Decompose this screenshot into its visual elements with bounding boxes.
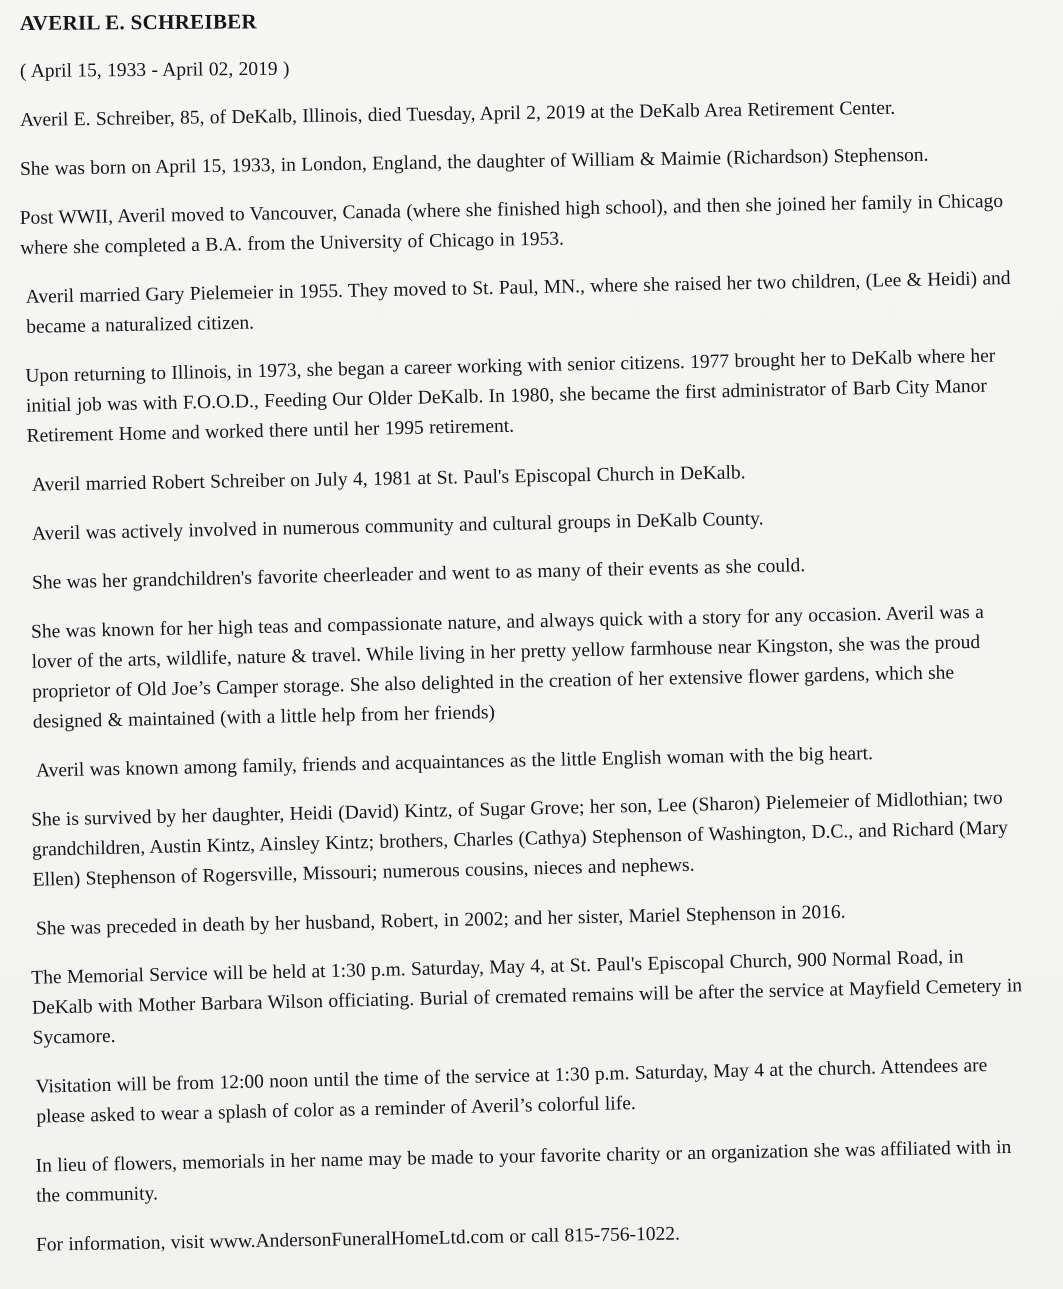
deceased-name: AVERIL E. SCHREIBER [19, 9, 258, 35]
life-dates: ( April 15, 1933 - April 02, 2019 ) [19, 58, 290, 82]
paragraph-contact-info: For information, visit www.AndersonFuneralHomeLtd.com or call 815-756-1022. [35, 1223, 681, 1256]
paragraph-personality: She was known for her high teas and compassionate nature, and always quick with a story for any occasion. Averil was a lover of the arts, wildlife, nature & travel. While living in her pretty yellow farmhouse near Kingston, she was the proud proprietor of Old Joe’s Camper storage. She also delighted in the creation of her extensive flower gardens, which she designed & maintained (with a little help from her friends) [30, 601, 984, 733]
paragraph-first-marriage: Averil married Gary Pielemeier in 1955. They moved to St. Paul, MN., where she raised her two children, (Lee & Heidi) and became a naturalized citizen. [25, 267, 1011, 338]
paragraph-career: Upon returning to Illinois, in 1973, she began a career working with senior citizens. 1977 brought her to DeKalb where her initial job was with F.O.O.D., Feeding Our Older DeKalb. In 1980, she became the first administrator of Barb City Manor Retirement Home and worked there until her 1995 retirement. [25, 345, 996, 447]
paragraph-early-life: Post WWII, Averil moved to Vancouver, Canada (where she finished high school), and then she joined her family in Chicago where she completed a B.A. from the University of Chicago in 1953. [19, 190, 1004, 259]
paragraph-visitation: Visitation will be from 12:00 noon until the time of the service at 1:30 p.m. Saturday, May 4 at the church. Attendees are please asked to wear a splash of color as a reminder of Averil’s colorful life. [35, 1055, 988, 1128]
paragraph-second-marriage: Averil married Robert Schreiber on July 4, 1981 at St. Paul's Episcopal Church in DeKalb. [31, 462, 746, 496]
paragraph-nickname: Averil was known among family, friends and acquaintances as the little English woman with the big heart. [35, 743, 874, 782]
paragraph-preceded-in-death: She was preceded in death by her husband, Robert, in 2002; and her sister, Mariel Stephenson in 2016. [35, 901, 846, 940]
paragraph-memorials: In lieu of flowers, memorials in her name may be made to your favorite charity or an organization she was affiliated with in the community. [35, 1136, 1012, 1207]
paragraph-grandchildren: She was her grandchildren's favorite cheerleader and went to as many of their events as she could. [31, 555, 806, 594]
paragraph-death-announcement: Averil E. Schreiber, 85, of DeKalb, Illinois, died Tuesday, April 2, 2019 at the DeKalb Area Retirement Center. [19, 97, 896, 131]
paragraph-community-involvement: Averil was actively involved in numerous community and cultural groups in DeKalb County. [31, 508, 764, 545]
paragraph-survivors: She is survived by her daughter, Heidi (David) Kintz, of Sugar Grove; her son, Lee (Sharon) Pielemeier of Midlothian; two grandchildren, Austin Kintz, Ainsley Kintz; brothers, Charles (Cathya) Stephenson of Washington, D.C., and Richard (Mary Ellen) Stephenson of Rogersville, Missouri; numerous cousins, nieces and nephews. [31, 787, 1009, 891]
paragraph-birth: She was born on April 15, 1933, in London, England, the daughter of William & Maimie (Richardson) Stephenson. [19, 144, 929, 180]
paragraph-memorial-service: The Memorial Service will be held at 1:30 p.m. Saturday, May 4, at St. Paul's Episcopal Church, 900 Normal Road, in DeKalb with Mother Barbara Wilson officiating. Burial of cremated remains will be after the service at Mayfield Cemetery in Sycamore. [31, 946, 1023, 1049]
